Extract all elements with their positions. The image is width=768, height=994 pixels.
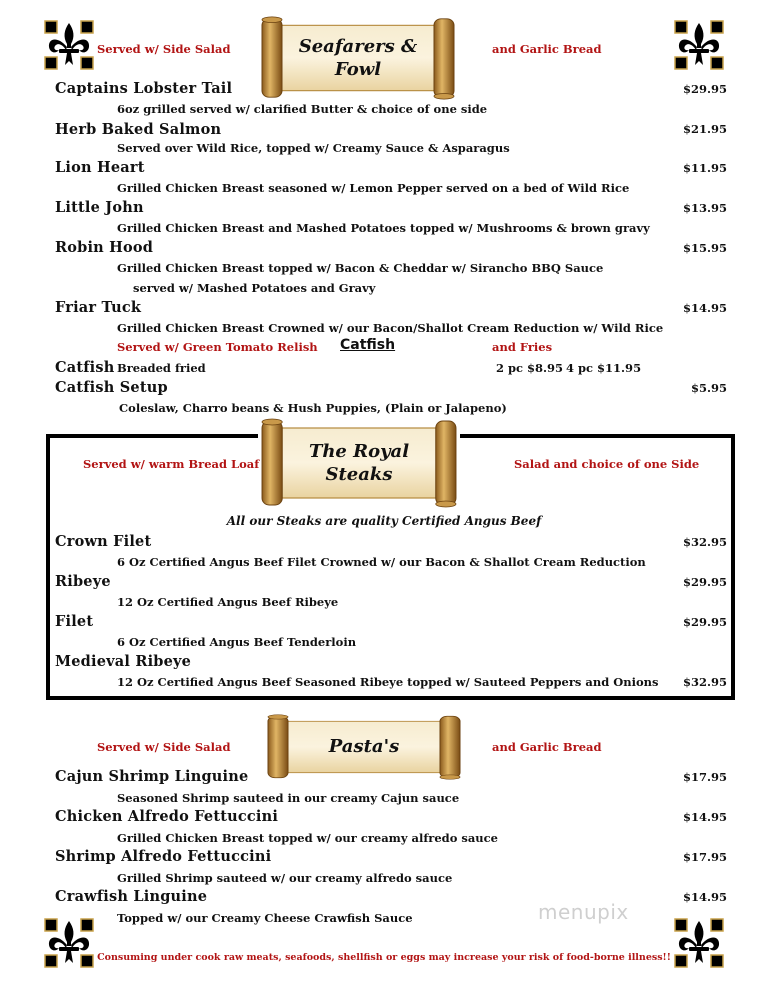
item-name: Cajun Shrimp Linguine: [55, 768, 249, 785]
item-price: $13.95: [682, 201, 727, 215]
item-price: $14.95: [682, 890, 727, 904]
item-price: $14.95: [682, 301, 727, 315]
steaks-tagline: All our Steaks are quality Certified Angus Beef: [226, 514, 542, 528]
item-name: Chicken Alfredo Fettuccini: [55, 808, 279, 825]
section-header-pasta: [264, 714, 464, 780]
section-note: and Garlic Bread: [492, 740, 602, 754]
item-name: Crown Filet: [55, 533, 152, 550]
item-name: Robin Hood: [55, 239, 154, 256]
item-price: $11.95: [682, 161, 727, 175]
catfish-note: and Fries: [492, 340, 553, 354]
item-description: 6oz grilled served w/ clarified Butter & choice of one side: [117, 102, 488, 116]
item-description: Grilled Chicken Breast topped w/ Bacon & Cheddar w/ Sirancho BBQ Sauce: [117, 261, 604, 275]
item-price: 4 pc $11.95: [566, 361, 642, 375]
item-description: 12 Oz Certified Angus Beef Seasoned Ribeye topped w/ Sauteed Peppers and Onions: [117, 675, 659, 689]
item-description: Grilled Chicken Breast Crowned w/ our Bacon/Shallot Cream Reduction w/ Wild Rice: [117, 321, 664, 335]
item-description: Served over Wild Rice, topped w/ Creamy Sauce & Asparagus: [117, 141, 510, 155]
item-description: Grilled Chicken Breast and Mashed Potatoes topped w/ Mushrooms & brown gravy: [117, 221, 650, 235]
item-name: Medieval Ribeye: [55, 653, 192, 670]
item-name: Captains Lobster Tail: [55, 80, 233, 97]
section-title: The Royal Steaks: [308, 441, 410, 485]
item-price: 2 pc $8.95: [496, 361, 564, 375]
item-description: 12 Oz Certified Angus Beef Ribeye: [117, 595, 339, 609]
food-safety-disclaimer: Consuming under cook raw meats, seafoods, shellfish or eggs may increase your risk of food-borne illness!!: [97, 952, 671, 963]
watermark: menupix: [538, 900, 629, 924]
section-note: Served w/ warm Bread Loaf: [83, 457, 260, 471]
item-name: Filet: [55, 613, 94, 630]
section-title: Pasta's: [328, 736, 400, 757]
item-price: $14.95: [682, 810, 727, 824]
catfish-heading: Catfish: [340, 337, 396, 353]
catfish-note: Served w/ Green Tomato Relish: [117, 340, 318, 354]
item-description: Grilled Chicken Breast seasoned w/ Lemon Pepper served on a bed of Wild Rice: [117, 181, 630, 195]
section-note: Salad and choice of one Side: [514, 457, 700, 471]
item-description: Grilled Shrimp sauteed w/ our creamy alfredo sauce: [117, 871, 453, 885]
section-note: and Garlic Bread: [492, 42, 602, 56]
item-description: Seasoned Shrimp sauteed in our creamy Cajun sauce: [117, 791, 460, 805]
item-price: $17.95: [682, 850, 727, 864]
item-description: Coleslaw, Charro beans & Hush Puppies, (Plain or Jalapeno): [119, 401, 507, 415]
item-description: 6 Oz Certified Angus Beef Filet Crowned w/ our Bacon & Shallot Cream Reduction: [117, 555, 646, 569]
item-name: Friar Tuck: [55, 299, 142, 316]
fleur-de-lis-icon: [44, 20, 94, 70]
item-price: $15.95: [682, 241, 727, 255]
item-description: Breaded fried: [117, 361, 206, 375]
item-description: 6 Oz Certified Angus Beef Tenderloin: [117, 635, 357, 649]
fleur-de-lis-icon: [674, 20, 724, 70]
item-name: Catfish Setup: [55, 379, 168, 396]
item-name: Herb Baked Salmon: [55, 121, 222, 138]
item-price: $21.95: [682, 122, 727, 136]
section-header-steaks: [258, 418, 460, 508]
item-description: Grilled Chicken Breast topped w/ our creamy alfredo sauce: [117, 831, 498, 845]
section-note: Served w/ Side Salad: [97, 740, 231, 754]
item-description: Topped w/ our Creamy Cheese Crawfish Sauce: [117, 911, 413, 925]
item-price: $29.95: [682, 575, 727, 589]
item-name: Shrimp Alfredo Fettuccini: [55, 848, 272, 865]
item-price: $32.95: [682, 675, 727, 689]
item-price: $32.95: [682, 535, 727, 549]
item-name: Catfish: [55, 359, 115, 376]
section-header-seafood: [258, 16, 458, 100]
item-description: served w/ Mashed Potatoes and Gravy: [133, 281, 376, 295]
item-price: $29.95: [682, 82, 727, 96]
item-name: Ribeye: [55, 573, 111, 590]
section-note: Served w/ Side Salad: [97, 42, 231, 56]
item-price: $29.95: [682, 615, 727, 629]
item-price: $17.95: [682, 770, 727, 784]
item-price: $5.95: [690, 381, 727, 395]
section-title: Seafarers & Fowl: [298, 36, 418, 80]
item-name: Lion Heart: [55, 159, 145, 176]
item-name: Crawfish Linguine: [55, 888, 208, 905]
item-name: Little John: [55, 199, 144, 216]
